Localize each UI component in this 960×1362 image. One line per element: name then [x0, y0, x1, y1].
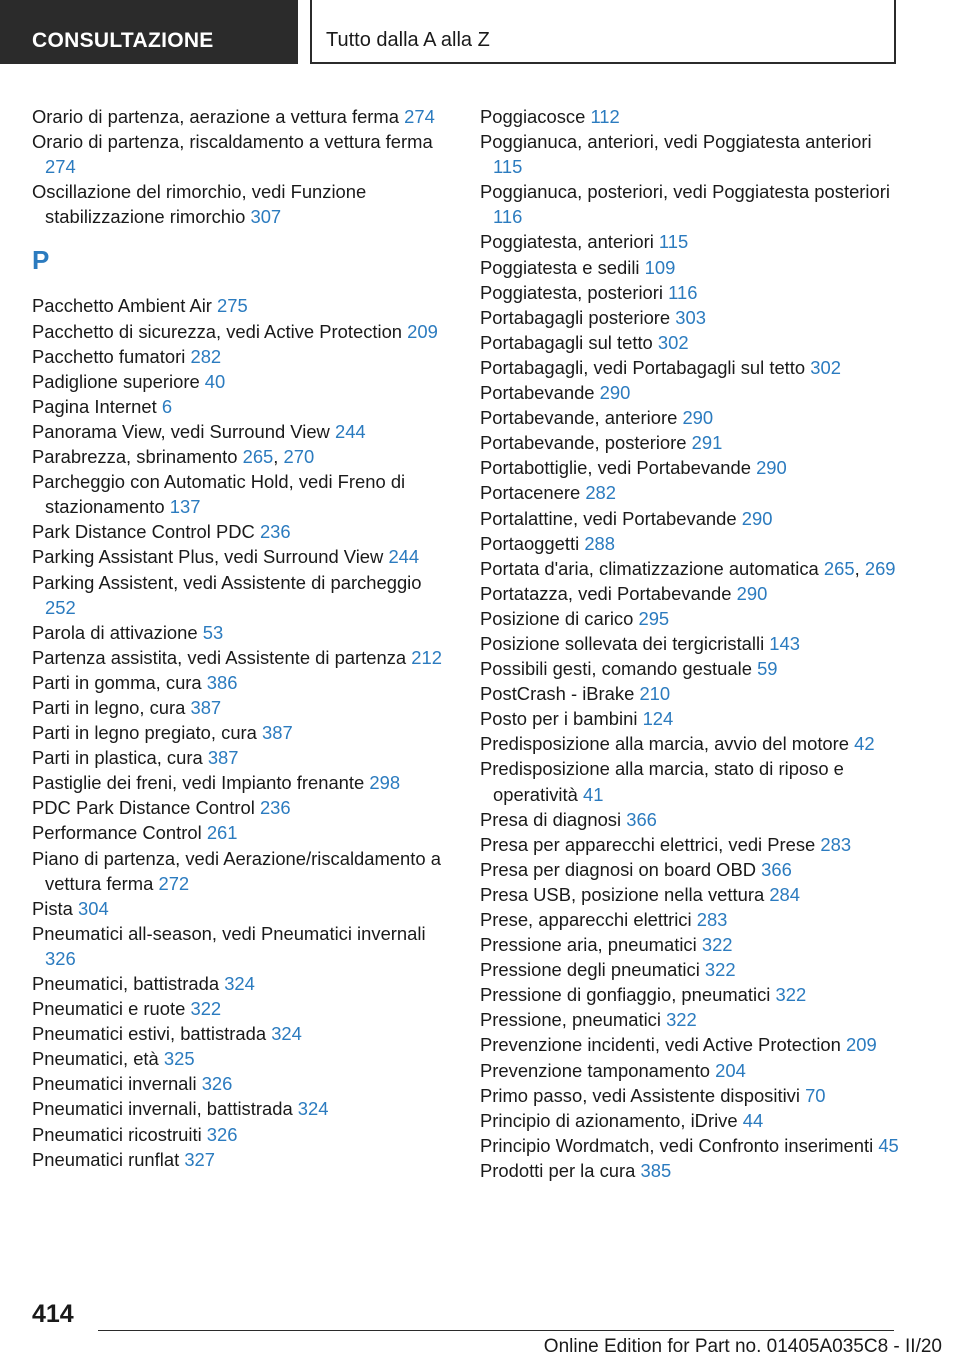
index-entry: [32, 971, 452, 996]
index-entry: [480, 380, 900, 405]
page-reference-link[interactable]: 40: [204, 370, 226, 392]
index-term: Pacchetto Ambient Air: [32, 295, 212, 317]
index-entry: [32, 570, 452, 620]
index-entry: [32, 896, 452, 921]
index-entry: [32, 645, 452, 670]
page-reference-link[interactable]: 42: [854, 733, 875, 755]
index-term: Pneumatici, età: [32, 1048, 159, 1070]
index-entry: [480, 631, 900, 656]
page-reference-link[interactable]: 385: [640, 1159, 672, 1181]
index-term: Poggiacosce: [480, 106, 586, 127]
index-entry: [32, 344, 452, 369]
index-entry: [480, 1133, 900, 1158]
index-term: Portabagagli, vedi Portabagagli sul tetto: [480, 356, 806, 378]
index-entry: [480, 982, 900, 1007]
index-entry: [480, 1158, 900, 1183]
page-reference-link[interactable]: 6: [161, 395, 173, 417]
index-term: Posizione sollevata dei tergicristalli: [480, 632, 765, 654]
index-term: Pacchetto di sicurezza, vedi Active Protection: [32, 320, 403, 342]
index-entry: [480, 229, 900, 254]
index-entry: [480, 581, 900, 606]
chapter-title: Tutto dalla A alla Z: [326, 29, 490, 51]
page-reference-link[interactable]: 325: [163, 1048, 195, 1070]
page-reference-link[interactable]: 324: [271, 1023, 302, 1045]
index-term: Possibili gesti, comando gestuale: [480, 658, 752, 680]
index-term: Portabevande: [480, 382, 595, 404]
index-term: Pneumatici invernali, battistrada: [32, 1098, 293, 1120]
page-reference-link[interactable]: 295: [638, 607, 670, 629]
index-term: Parking Assistent, vedi Assistente di parcheggio: [32, 571, 422, 593]
index-term: Parti in legno pregiato, cura: [32, 722, 257, 744]
index-entry: [480, 179, 900, 229]
index-entry: [32, 1071, 452, 1096]
index-term: Pneumatici runflat: [32, 1148, 180, 1170]
index-term: Predisposizione alla marcia, avvio del motore: [480, 733, 850, 755]
index-entry: [32, 519, 452, 544]
index-term: PDC Park Distance Control: [32, 797, 255, 819]
page-reference-link[interactable]: 303: [675, 306, 706, 328]
page-reference-link[interactable]: 244: [334, 420, 366, 442]
page-reference-link[interactable]: 209: [846, 1034, 877, 1056]
index-term: Portatazza, vedi Portabevande: [480, 582, 732, 604]
page-reference-link[interactable]: 366: [626, 808, 657, 830]
index-term: Prese, apparecchi elettrici: [480, 909, 692, 930]
index-entry: Parabrezza, sbrinamento 265, 270: [32, 446, 315, 468]
page-reference-link[interactable]: 41: [582, 783, 604, 805]
index-entry: [480, 882, 900, 907]
page-reference-link[interactable]: 327: [184, 1148, 216, 1170]
page-reference-link[interactable]: 322: [701, 934, 733, 956]
page-reference-link[interactable]: 59: [757, 658, 778, 680]
index-term: Prevenzione tamponamento: [480, 1059, 711, 1081]
index-entry: [32, 104, 452, 129]
page-reference-link[interactable]: 209: [407, 320, 438, 342]
index-entry: [480, 832, 900, 857]
page-reference-link[interactable]: 116: [668, 281, 698, 303]
index-term: Poggiatesta, anteriori: [480, 231, 654, 253]
page-reference-link[interactable]: 115: [493, 156, 523, 178]
index-term: Presa per apparecchi elettrici, vedi Prese: [480, 833, 816, 855]
index-entry: [480, 255, 900, 280]
index-entry: [480, 1108, 900, 1133]
page-reference-link[interactable]: 265: [242, 446, 274, 468]
index-entry: [32, 770, 452, 795]
index-term: Poggiatesta, posteriori: [480, 281, 663, 303]
index-entry: [480, 807, 900, 832]
index-entry: [480, 932, 900, 957]
index-term: Prevenzione incidenti, vedi Active Protection: [480, 1034, 841, 1056]
index-term: Pneumatici estivi, battistrada: [32, 1023, 267, 1045]
page-reference-link[interactable]: 274: [404, 106, 435, 127]
index-term: Parti in gomma, cura: [32, 671, 202, 693]
index-entry: [32, 469, 452, 519]
page-reference-link[interactable]: 322: [666, 1009, 697, 1031]
footer-edition: Online Edition for Part no. 01405A035C8 - II/20: [543, 1336, 942, 1357]
index-entry: [32, 1021, 452, 1046]
page-reference-link[interactable]: 291: [691, 432, 723, 454]
index-letter-heading: P: [32, 245, 50, 276]
index-entry: [32, 795, 452, 820]
page-reference-link[interactable]: 261: [206, 822, 238, 844]
page-reference-link[interactable]: 324: [297, 1098, 329, 1120]
page-reference-link[interactable]: 236: [259, 521, 291, 543]
index-entry: [480, 656, 900, 681]
index-term: Parti in legno, cura: [32, 696, 186, 718]
index-term: Pneumatici e ruote: [32, 998, 186, 1020]
index-entry: [480, 280, 900, 305]
index-term: Posizione di carico: [480, 607, 634, 629]
index-entry: [32, 620, 452, 645]
index-term: Portata d'aria, climatizzazione automatica: [480, 557, 819, 579]
index-entry: [480, 405, 900, 430]
index-term: Parti in plastica, cura: [32, 747, 203, 769]
page-reference-link[interactable]: 274: [45, 156, 76, 178]
page-reference-link[interactable]: 112: [590, 106, 620, 127]
index-term: Principio Wordmatch, vedi Confronto inserimenti: [480, 1134, 874, 1156]
index-entry: [480, 706, 900, 731]
page-reference-link[interactable]: 326: [206, 1123, 238, 1145]
index-term: Prodotti per la cura: [480, 1159, 636, 1181]
index-term: Portalattine, vedi Portabevande: [480, 507, 737, 529]
page-reference-link[interactable]: 115: [658, 231, 689, 253]
page-reference-link[interactable]: 283: [696, 909, 728, 930]
index-term: Park Distance Control PDC: [32, 521, 255, 543]
index-term: Poggiatesta e sedili: [480, 256, 640, 278]
page-number: 414: [32, 1300, 74, 1328]
chapter-box: [312, 0, 896, 64]
index-entry: [480, 305, 900, 330]
index-entry: [480, 480, 900, 505]
section-title: CONSULTAZIONE: [32, 29, 214, 52]
index-entry: [480, 907, 900, 932]
page-reference-link[interactable]: 210: [639, 683, 671, 705]
index-term: PostCrash - iBrake: [480, 683, 635, 705]
index-term: Poggianuca, posteriori, vedi Poggiatesta posteriori: [480, 181, 890, 203]
index-term: Partenza assistita, vedi Assistente di partenza: [32, 646, 407, 668]
index-term: Performance Control: [32, 822, 202, 844]
index-term: Piano di partenza, vedi Aerazione/riscaldamento a vettura ferma: [32, 847, 441, 894]
page-reference-link[interactable]: 322: [190, 998, 222, 1020]
page-reference-link[interactable]: 304: [78, 897, 109, 919]
page-reference-link[interactable]: 326: [45, 947, 76, 969]
index-term: Pressione di gonfiaggio, pneumatici: [480, 984, 771, 1006]
page-header: [0, 0, 960, 66]
index-term: Pressione degli pneumatici: [480, 959, 700, 981]
index-column-right: [480, 104, 900, 1183]
index-column-left: [32, 104, 452, 1172]
index-entry: [32, 1147, 452, 1172]
page-reference-link[interactable]: 116: [493, 206, 523, 228]
index-entry: [32, 319, 452, 344]
index-entry: [480, 681, 900, 706]
index-term: Posto per i bambini: [480, 708, 638, 730]
page-reference-link[interactable]: 282: [190, 345, 222, 367]
page-reference-link[interactable]: 290: [599, 382, 631, 404]
index-entry: [480, 606, 900, 631]
index-term: Presa USB, posizione nella vettura: [480, 883, 765, 905]
index-entry: [32, 695, 452, 720]
index-entry: [32, 745, 452, 770]
page-reference-link[interactable]: 302: [657, 331, 689, 353]
index-term: Pneumatici invernali: [32, 1073, 197, 1095]
index-term: Presa per diagnosi on board OBD: [480, 858, 757, 880]
page-reference-link[interactable]: 326: [201, 1073, 233, 1095]
index-entry: [480, 857, 900, 882]
page-reference-link[interactable]: 284: [769, 883, 800, 905]
index-term: Parking Assistant Plus, vedi Surround View: [32, 546, 384, 568]
index-entry: [480, 455, 900, 480]
index-term: Pista: [32, 897, 73, 919]
index-entry: [32, 996, 452, 1021]
index-entry: [32, 720, 452, 745]
page-reference-link[interactable]: 307: [250, 206, 282, 228]
index-entry: [32, 846, 452, 896]
index-term: Portabagagli sul tetto: [480, 331, 653, 353]
page-reference-link[interactable]: 44: [742, 1109, 764, 1131]
index-term: Primo passo, vedi Assistente dispositivi: [480, 1084, 800, 1106]
index-entry: [32, 1122, 452, 1147]
page-reference-link[interactable]: 298: [369, 772, 401, 794]
index-entry: [480, 1007, 900, 1032]
page-reference-link[interactable]: 366: [761, 858, 792, 880]
index-entry: [480, 1083, 900, 1108]
page-reference-link[interactable]: 275: [217, 295, 248, 317]
index-entry: [480, 531, 900, 556]
page-reference-link[interactable]: 236: [259, 797, 291, 819]
index-entry: [480, 957, 900, 982]
page-reference-link[interactable]: 322: [704, 959, 736, 981]
index-term: Portaoggetti: [480, 532, 580, 554]
index-term: Parabrezza, sbrinamento: [32, 446, 238, 468]
index-term: Pressione, pneumatici: [480, 1009, 661, 1031]
index-entry: [480, 1058, 900, 1083]
page-reference-link[interactable]: 387: [207, 747, 239, 769]
index-entry: [480, 506, 900, 531]
index-entry: [32, 820, 452, 845]
index-entry: [32, 293, 452, 318]
index-term: Poggianuca, anteriori, vedi Poggiatesta anteriori: [480, 131, 872, 153]
index-term: Pneumatici, battistrada: [32, 973, 220, 994]
page-reference-link[interactable]: 387: [190, 696, 222, 718]
page-reference-link[interactable]: 324: [224, 973, 255, 994]
footer-divider: [98, 1330, 894, 1331]
index-entry: [480, 355, 900, 380]
index-entry: [32, 179, 452, 229]
page-reference-link[interactable]: 212: [411, 646, 442, 668]
index-entry: [32, 419, 452, 444]
index-entry: [32, 544, 452, 569]
page-reference-link[interactable]: 290: [682, 407, 714, 429]
page-reference-link[interactable]: 53: [202, 621, 224, 643]
page-reference-link[interactable]: 386: [206, 671, 238, 693]
page-reference-link[interactable]: 387: [262, 722, 293, 744]
page-reference-link[interactable]: 290: [736, 582, 768, 604]
index-entry: [32, 394, 452, 419]
index-entry: [32, 921, 452, 971]
page-reference-link[interactable]: 269: [864, 557, 896, 579]
page-reference-link[interactable]: 272: [158, 872, 190, 894]
index-term: Oscillazione del rimorchio, vedi Funzione stabilizzazione rimorchio: [32, 181, 367, 228]
page-reference-link[interactable]: 270: [283, 446, 315, 468]
index-term: Principio di azionamento, iDrive: [480, 1109, 738, 1131]
index-entry: [480, 1032, 900, 1057]
index-term: Portacenere: [480, 482, 581, 504]
index-term: Orario di partenza, aerazione a vettura ferma: [32, 106, 399, 127]
index-entry: [32, 369, 452, 394]
page-reference-link[interactable]: 143: [769, 632, 800, 654]
index-term: Parcheggio con Automatic Hold, vedi Freno di stazionamento: [32, 471, 406, 518]
page-reference-link[interactable]: 288: [584, 532, 615, 554]
index-entry: [32, 1096, 452, 1121]
page-reference-link[interactable]: 283: [820, 833, 852, 855]
index-term: Presa di diagnosi: [480, 808, 622, 830]
page-reference-link[interactable]: 137: [169, 496, 201, 518]
page-reference-link[interactable]: 244: [388, 546, 420, 568]
page-reference-link[interactable]: 109: [644, 256, 676, 278]
index-term: Portabevande, posteriore: [480, 432, 687, 454]
page-reference-link[interactable]: 290: [741, 507, 773, 529]
index-term: Pastiglie dei freni, vedi Impianto frenante: [32, 772, 365, 794]
page-reference-link[interactable]: 70: [805, 1084, 826, 1106]
index-term: Portabottiglie, vedi Portabevande: [480, 457, 751, 479]
page-reference-link[interactable]: 290: [756, 457, 787, 479]
index-entry: [480, 756, 900, 806]
index-term: Panorama View, vedi Surround View: [32, 420, 330, 442]
index-entry: [32, 129, 452, 179]
page-reference-link[interactable]: 265: [823, 557, 855, 579]
page-reference-link[interactable]: 322: [775, 984, 807, 1006]
index-term: Predisposizione alla marcia, stato di riposo e operatività: [480, 758, 844, 805]
index-entry: [32, 670, 452, 695]
index-entry: [480, 731, 900, 756]
index-term: Orario di partenza, riscaldamento a vettura ferma: [32, 131, 433, 153]
index-term: Portabevande, anteriore: [480, 407, 678, 429]
page-reference-link[interactable]: 282: [585, 482, 617, 504]
index-entry: [480, 430, 900, 455]
page-reference-link[interactable]: 45: [878, 1134, 899, 1156]
index-term: Pacchetto fumatori: [32, 345, 186, 367]
index-entry: [480, 129, 900, 179]
index-entry: [32, 1046, 452, 1071]
index-term: Portabagagli posteriore: [480, 306, 671, 328]
index-term: Pagina Internet: [32, 395, 157, 417]
index-entry: Portata d'aria, climatizzazione automatica 265, 269: [480, 557, 896, 579]
index-term: Pressione aria, pneumatici: [480, 934, 697, 956]
page-reference-link[interactable]: 124: [642, 708, 674, 730]
page-reference-link[interactable]: 302: [810, 356, 841, 378]
index-entry: [480, 330, 900, 355]
index-term: Pneumatici all-season, vedi Pneumatici invernali: [32, 922, 426, 944]
page-reference-link[interactable]: 204: [715, 1059, 746, 1081]
index-entry: [480, 104, 900, 129]
section-tab: [0, 0, 298, 64]
page-reference-link[interactable]: 252: [45, 596, 76, 618]
index-term: Pneumatici ricostruiti: [32, 1123, 202, 1145]
index-term: Padiglione superiore: [32, 370, 200, 392]
index-term: Parola di attivazione: [32, 621, 198, 643]
